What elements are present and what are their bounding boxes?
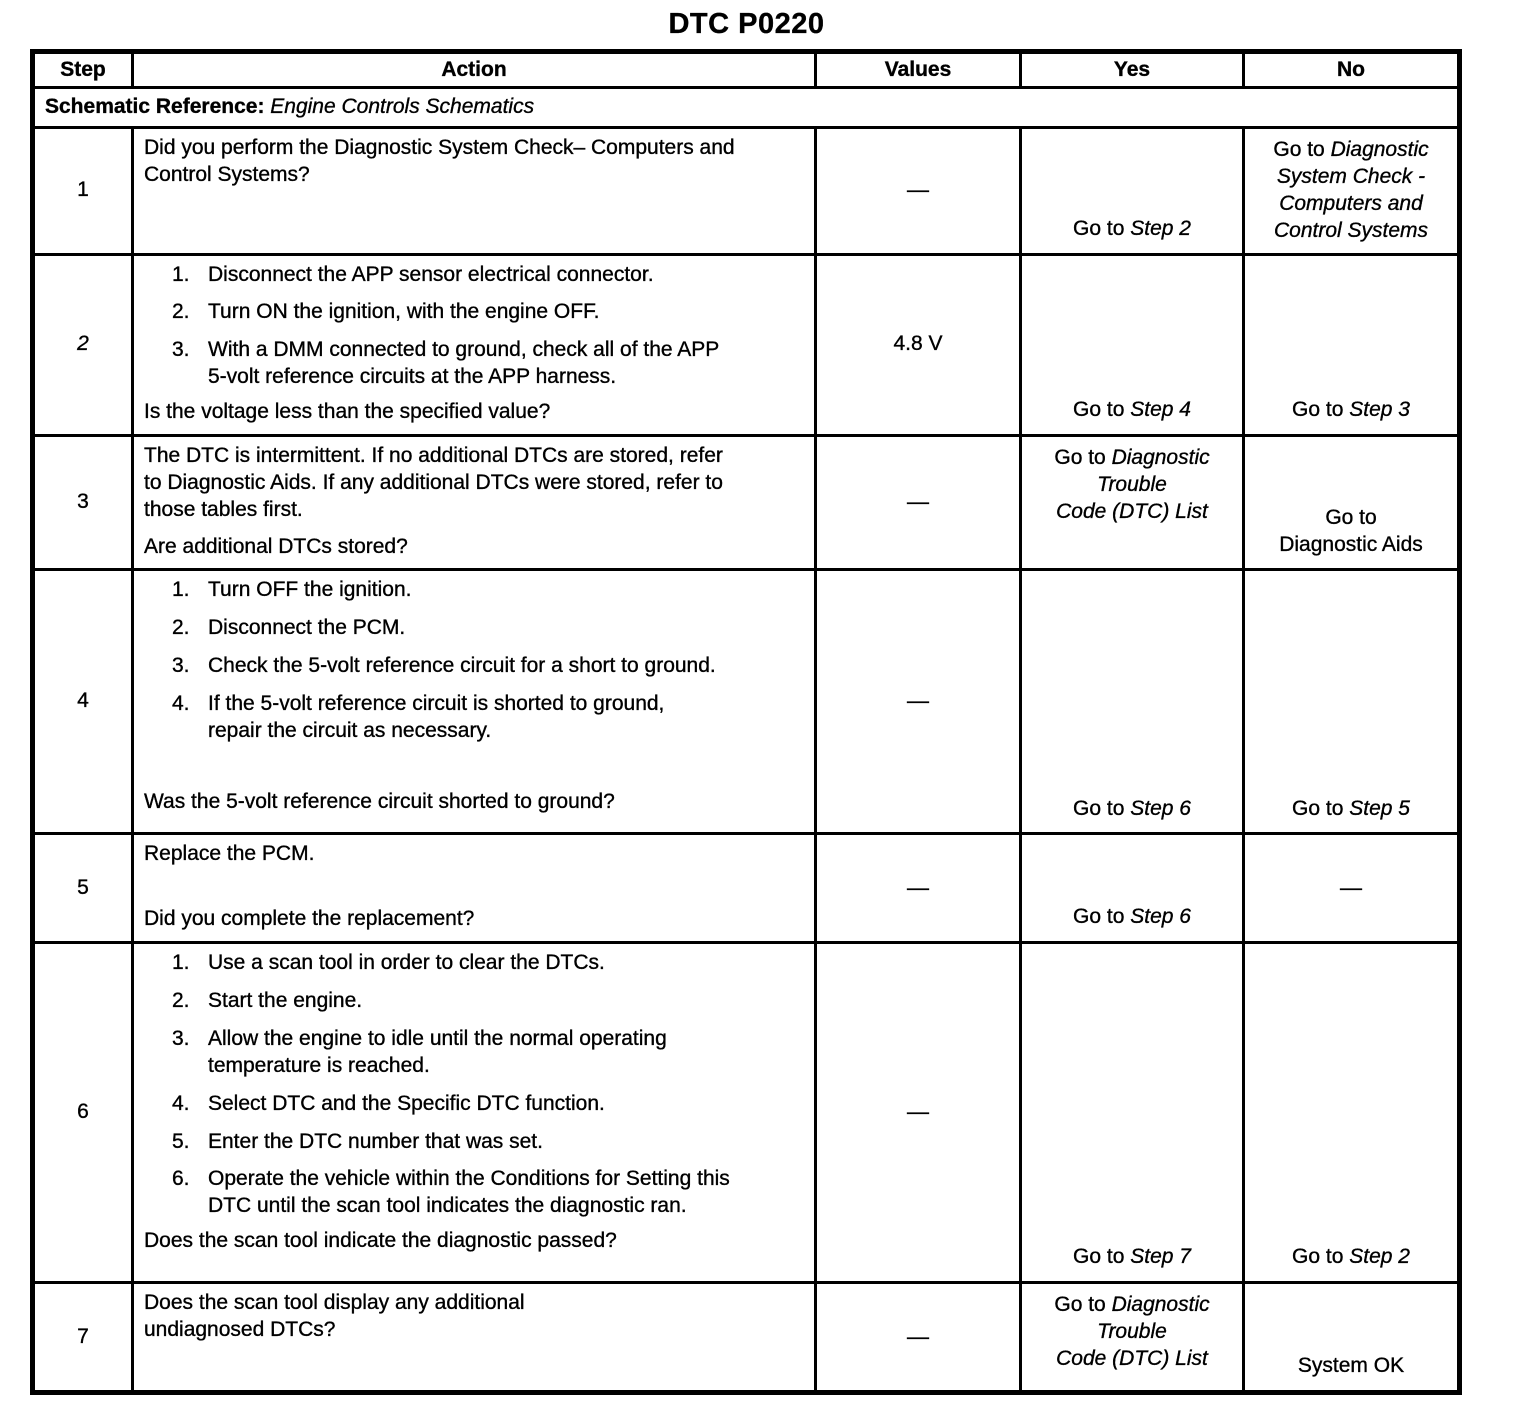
step-number: 7: [33, 1283, 133, 1393]
step-reference: Step 6: [1130, 796, 1191, 820]
no-cell: [1244, 128, 1460, 255]
action-question: Did you perform the Diagnostic System Check– Computers and Control Systems?: [144, 136, 735, 186]
action-step-list: [144, 577, 806, 744]
no-cell: [1244, 435, 1460, 570]
item-text: If the 5-volt reference circuit is shorted to ground, repair the circuit as necessary.: [208, 692, 665, 742]
target-reference: Trouble: [1097, 1320, 1167, 1343]
no-cell: [1244, 943, 1460, 1283]
step-reference: Step 5: [1349, 796, 1410, 820]
item-text: Select DTC and the Specific DTC function.: [208, 1091, 605, 1115]
action-item: [172, 577, 806, 604]
item-text: Start the engine.: [208, 989, 363, 1012]
action-cell: [133, 570, 816, 834]
item-number: 3.: [172, 1026, 190, 1050]
no-cell: [1244, 834, 1460, 943]
item-number: 1.: [172, 262, 190, 286]
target-reference: Diagnostic: [1111, 1293, 1210, 1317]
action-item: [172, 1166, 806, 1220]
values-dash: —: [907, 177, 929, 203]
item-number: 2.: [172, 300, 190, 324]
values-dash: —: [907, 489, 929, 515]
go-to-text: Go to: [1292, 1245, 1350, 1269]
action-question: Does the scan tool display any additional undiagnosed DTCs?: [144, 1291, 525, 1341]
values-cell: [816, 570, 1021, 834]
target-reference: Trouble: [1097, 472, 1167, 496]
step-reference: Step 6: [1130, 905, 1191, 929]
step-number: 1: [33, 128, 133, 255]
item-text: Turn ON the ignition, with the engine OFF.: [208, 300, 600, 324]
go-to-text: Go to: [1292, 796, 1350, 820]
action-cell: [133, 435, 816, 570]
schematic-reference-cell: [33, 88, 1460, 128]
table-row-step-4: [33, 570, 1460, 834]
values-dash: —: [907, 874, 929, 900]
action-item: [172, 337, 806, 391]
no-cell: [1244, 1283, 1460, 1393]
target-reference: System Check -: [1276, 164, 1426, 188]
go-to-text: Go to: [1325, 505, 1377, 529]
schematic-reference-row: [33, 88, 1460, 128]
action-cell: [133, 1283, 816, 1393]
item-number: 3.: [172, 654, 190, 678]
yes-cell: [1021, 570, 1244, 834]
col-header-yes: Yes: [1021, 52, 1244, 88]
table-row-step-2: [33, 254, 1460, 435]
target-reference: Control Systems: [1273, 218, 1429, 242]
action-item: [172, 1091, 806, 1118]
yes-cell: [1021, 435, 1244, 570]
item-number: 1.: [172, 951, 190, 975]
go-to-text: Go to: [1273, 138, 1331, 161]
item-number: 6.: [172, 1167, 190, 1191]
go-to-text: Go to: [1073, 1245, 1131, 1269]
item-number: 4.: [172, 1091, 190, 1115]
table-row-step-5: [33, 834, 1460, 943]
action-item: [172, 1026, 806, 1080]
step-number: 6: [33, 943, 133, 1283]
go-to-text: Go to: [1073, 905, 1131, 929]
item-text: Check the 5-volt reference circuit for a short to ground.: [208, 654, 716, 678]
go-to-text: Go to: [1073, 398, 1131, 421]
item-text: Disconnect the APP sensor electrical connector.: [208, 262, 654, 286]
action-cell: [133, 254, 816, 435]
item-text: With a DMM connected to ground, check all of the APP 5-volt reference circuits at the APP harness.: [208, 338, 719, 389]
action-cell: [133, 128, 816, 255]
item-number: 3.: [172, 338, 190, 362]
col-header-values: Values: [816, 52, 1021, 88]
action-cell: [133, 943, 816, 1283]
step-reference: Step 3: [1349, 398, 1410, 421]
item-text: Enter the DTC number that was set.: [208, 1129, 543, 1153]
values-cell: [816, 254, 1021, 435]
system-ok-text: System OK: [1297, 1354, 1405, 1378]
values-cell: [816, 1283, 1021, 1393]
schematic-reference-label: Schematic Reference:: [45, 95, 265, 119]
action-item: [172, 988, 806, 1015]
table-row-step-3: [33, 435, 1460, 570]
values-text: 4.8 V: [893, 332, 943, 356]
go-to-text: Go to: [1073, 216, 1131, 240]
yes-cell: [1021, 1283, 1244, 1393]
col-header-action: Action: [133, 52, 816, 88]
item-text: Use a scan tool in order to clear the DTCs.: [208, 951, 605, 975]
action-item: [172, 615, 806, 642]
target-reference: Diagnostic: [1330, 138, 1429, 161]
no-cell: [1244, 254, 1460, 435]
col-header-step: Step: [33, 52, 133, 88]
schematic-reference-value: Engine Controls Schematics: [270, 95, 535, 119]
values-cell: [816, 128, 1021, 255]
table-row-step-7: [33, 1283, 1460, 1393]
table-row-step-6: [33, 943, 1460, 1283]
action-question: Was the 5-volt reference circuit shorted to ground?: [144, 789, 615, 813]
item-text: Allow the engine to idle until the normal operating temperature is reached.: [208, 1026, 667, 1077]
values-cell: [816, 943, 1021, 1283]
col-header-no: No: [1244, 52, 1460, 88]
action-item: [172, 299, 806, 326]
step-number: 5: [33, 834, 133, 943]
action-cell: [133, 834, 816, 943]
values-dash: —: [907, 1323, 929, 1349]
action-step-list: [144, 262, 806, 392]
table-row-step-1: [33, 128, 1460, 255]
item-number: 2.: [172, 989, 190, 1012]
no-dash: —: [1340, 874, 1362, 900]
step-number: 3: [33, 435, 133, 570]
item-text: Disconnect the PCM.: [208, 616, 406, 640]
action-item: [172, 1129, 806, 1156]
go-to-text: Go to: [1292, 398, 1350, 421]
action-question: Does the scan tool indicate the diagnostic passed?: [144, 1229, 617, 1253]
target-reference: Diagnostic Aids: [1279, 532, 1423, 556]
action-step-list: [144, 950, 806, 1220]
item-number: 4.: [172, 692, 190, 715]
yes-cell: [1021, 943, 1244, 1283]
target-reference: Code (DTC) List: [1056, 499, 1208, 523]
values-cell: [816, 435, 1021, 570]
item-number: 2.: [172, 616, 190, 640]
action-paragraph: Replace the PCM.: [144, 842, 315, 866]
step-reference: Step 4: [1130, 398, 1191, 421]
step-reference: Step 7: [1130, 1245, 1191, 1269]
no-cell: [1244, 570, 1460, 834]
header-row: [33, 52, 1460, 88]
action-item: [172, 950, 806, 977]
yes-cell: [1021, 834, 1244, 943]
step-number: 4: [33, 570, 133, 834]
step-reference: Step 2: [1130, 216, 1191, 240]
target-reference: Code (DTC) List: [1056, 1346, 1208, 1370]
page-title: DTC P0220: [668, 8, 825, 40]
item-number: 5.: [172, 1129, 190, 1153]
item-text: Operate the vehicle within the Conditions for Setting this DTC until the scan tool indicates the diagnostic ran.: [208, 1167, 730, 1218]
target-reference: Computers and: [1279, 191, 1423, 215]
step-number: 2: [33, 254, 133, 435]
action-paragraph: The DTC is intermittent. If no additional DTCs are stored, refer to Diagnostic Aids. If any additional DTCs were stored, refer to those tables first.: [144, 443, 723, 521]
item-number: 1.: [172, 578, 190, 602]
dtc-table: [30, 49, 1462, 1395]
action-item: [172, 262, 806, 289]
action-item: [172, 691, 806, 745]
go-to-text: Go to: [1054, 445, 1112, 469]
target-reference: Diagnostic: [1111, 445, 1210, 469]
step-reference: Step 2: [1349, 1245, 1410, 1269]
action-question: Did you complete the replacement?: [144, 907, 475, 931]
values-dash: —: [907, 688, 929, 714]
action-question: Are additional DTCs stored?: [144, 534, 408, 558]
values-cell: [816, 834, 1021, 943]
go-to-text: Go to: [1054, 1293, 1112, 1317]
item-text: Turn OFF the ignition.: [208, 578, 412, 602]
yes-cell: [1021, 254, 1244, 435]
action-item: [172, 653, 806, 680]
values-dash: —: [907, 1099, 929, 1125]
go-to-text: Go to: [1073, 796, 1131, 820]
action-question: Is the voltage less than the specified value?: [144, 400, 551, 423]
yes-cell: [1021, 128, 1244, 255]
